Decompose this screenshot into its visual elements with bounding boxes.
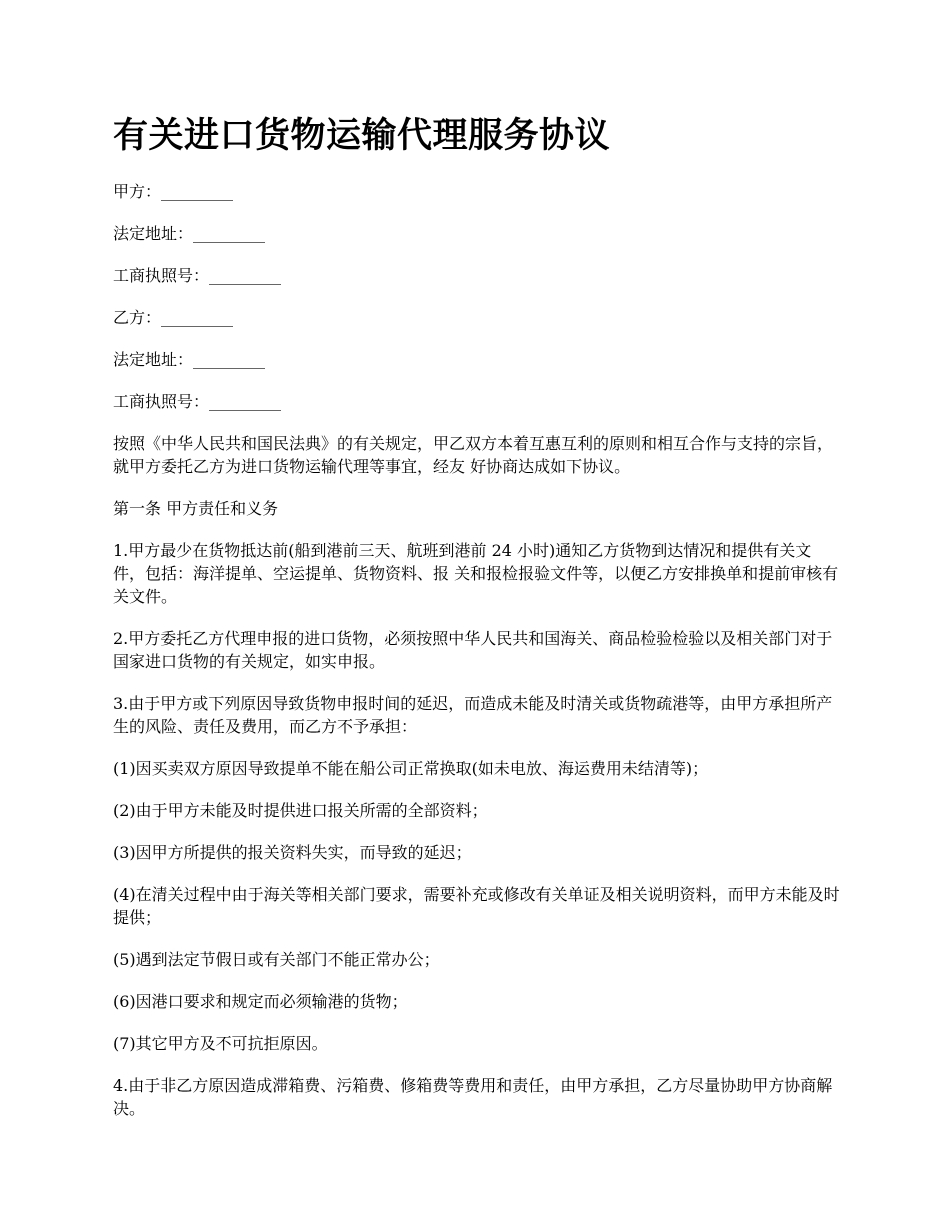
party-a-label: 甲方： (113, 182, 162, 201)
party-b-address-value: _________ (193, 350, 266, 369)
party-a-line (113, 180, 843, 203)
party-b-label: 乙方： (113, 308, 162, 327)
party-a-address-label: 法定地址： (113, 224, 194, 243)
party-b-value: _________ (161, 308, 234, 327)
document-page (113, 114, 843, 1139)
clause-paragraph: 1.甲方最少在货物抵达前(船到港前三天、航班到港前 24 小时)通知乙方货物到达情况和提供有关文件，包括：海洋提单、空运提单、货物资料、报 关和报检报验文件等，以便乙方安排换单和提前审核有关文件。 (113, 541, 839, 606)
clause-subitem: (3)因甲方所提供的报关资料失实，而导致的延迟； (113, 843, 472, 862)
party-a-value: _________ (161, 182, 234, 201)
preamble-paragraph: 按照《中华人民共和国民法典》的有关规定，甲乙双方本着互惠互利的原则和相互合作与支持的宗旨，就甲方委托乙方为进口货物运输代理等事宜，经友 好协商达成如下协议。 (113, 434, 834, 476)
clause-subitem: (6)因港口要求和规定而必须输港的货物； (113, 992, 408, 1011)
clause-subitem: (4)在清关过程中由于海关等相关部门要求，需要补充或修改有关单证及相关说明资料，而甲方未能及时提供； (113, 885, 840, 927)
clause-paragraph: 3.由于甲方或下列原因导致货物申报时间的延迟，而造成未能及时清关或货物疏港等，由甲方承担所产生的风险、责任及费用，而乙方不予承担： (113, 694, 833, 736)
clause-paragraph: 2.甲方委托乙方代理申报的进口货物，必须按照中华人民共和国海关、商品检验检验以及相关部门对于国家进口货物的有关规定，如实申报。 (113, 629, 833, 671)
clause-subitem: (2)由于甲方未能及时提供进口报关所需的全部资料； (113, 801, 488, 820)
party-b-license-value: _________ (209, 392, 282, 411)
party-b-license-line (113, 390, 843, 413)
party-a-license-line (113, 264, 843, 287)
party-a-address-value: _________ (193, 224, 266, 243)
clause-subitem: (5)遇到法定节假日或有关部门不能正常办公； (113, 950, 440, 969)
party-a-license-label: 工商执照号： (113, 266, 210, 285)
party-b-address-line (113, 348, 843, 371)
party-b-address-label: 法定地址： (113, 350, 194, 369)
clause-paragraph: 4.由于非乙方原因造成滞箱费、污箱费、修箱费等费用和责任，由甲方承担，乙方尽量协助甲方协商解决。 (113, 1076, 833, 1118)
clause-subitem: (7)其它甲方及不可抗拒原因。 (113, 1034, 328, 1053)
party-a-address-line (113, 222, 843, 245)
document-title: 有关进口货物运输代理服务协议 (113, 116, 611, 156)
party-a-license-value: _________ (209, 266, 282, 285)
party-b-license-label: 工商执照号： (113, 392, 210, 411)
clause-subitem: (1)因买卖双方原因导致提单不能在船公司正常换取(如未电放、海运费用未结清等)； (113, 759, 709, 778)
party-b-line (113, 306, 843, 329)
article-heading: 第一条 甲方责任和义务 (113, 499, 279, 518)
